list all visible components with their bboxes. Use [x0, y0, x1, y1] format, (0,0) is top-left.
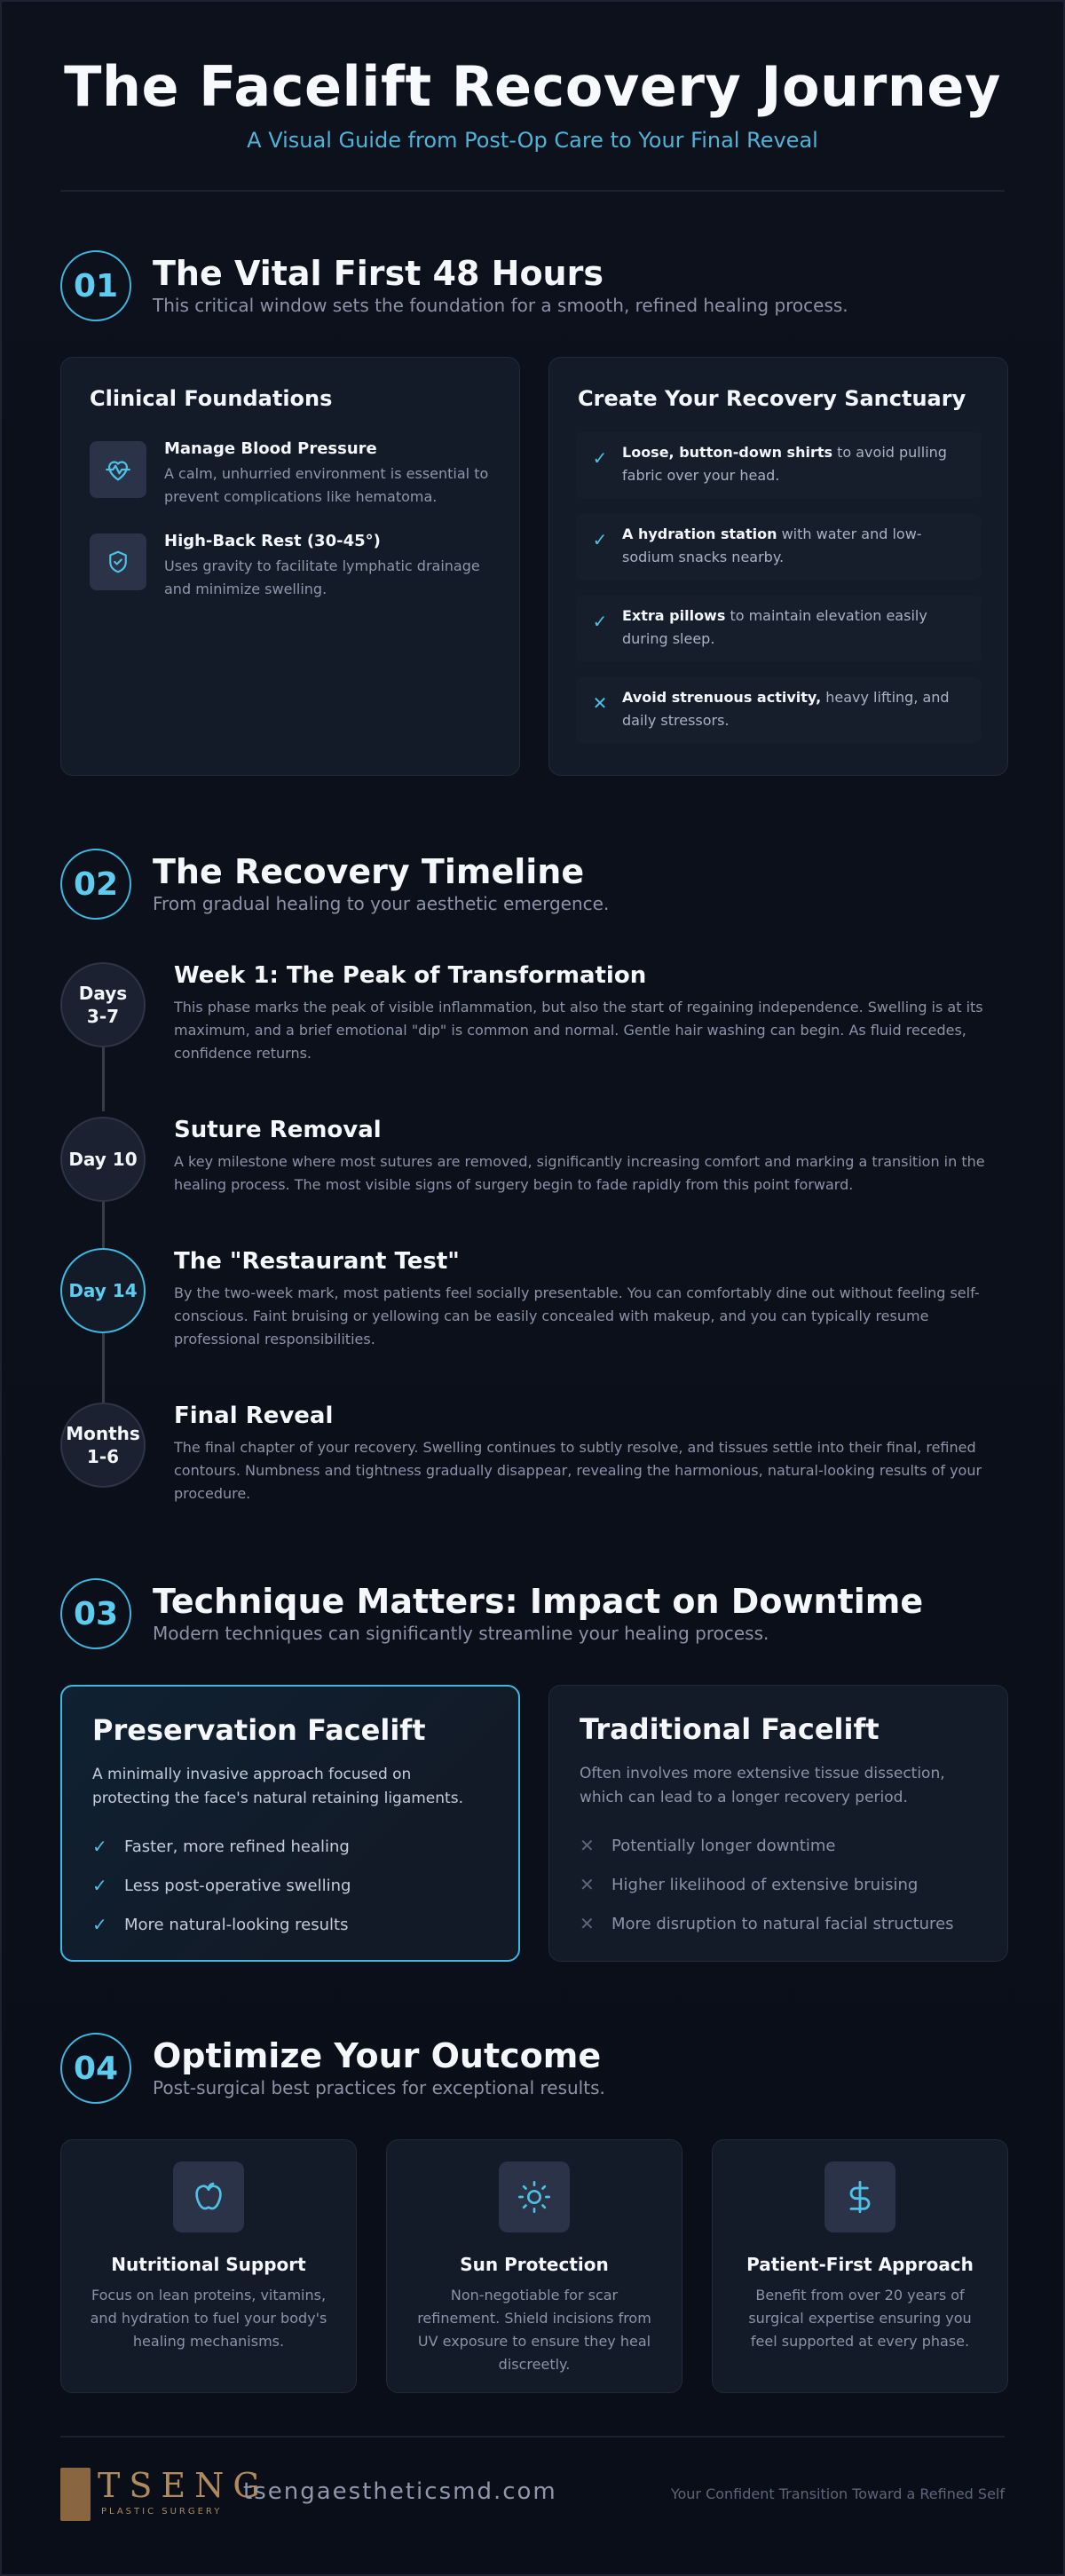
footer-divider [60, 2436, 1005, 2438]
sun-protection-card [386, 2139, 682, 2393]
section-2-header [60, 849, 1005, 920]
preservation-facelift-card [60, 1685, 520, 1962]
recovery-sanctuary-card [548, 357, 1008, 776]
nutritional-support-card [60, 2139, 357, 2393]
section-title: The Recovery Timeline [153, 852, 585, 891]
header-divider [60, 190, 1005, 192]
card-desc: Non-negotiable for scar refinement. Shield incisions from UV exposure to ensure they heal discreetly. [417, 2287, 651, 2373]
timeline-badge-active: Day 14 [60, 1248, 146, 1333]
hero-header [60, 51, 1005, 153]
sanctuary-item-text: Extra pillows to maintain elevation easily during sleep. [622, 607, 927, 647]
list-item: ✕ Potentially longer downtime [580, 1835, 836, 1856]
check-icon: ✓ [592, 447, 608, 469]
sanctuary-item-text: Avoid strenuous activity, heavy lifting, and daily stressors. [622, 689, 950, 729]
timeline-desc: By the two-week mark, most patients feel socially presentable. You can comfortably dine out without feeling self-conscious. Faint bruising or yellowing can be easily concealed with makeup, and you can typically resume professional responsibilities. [174, 1284, 980, 1347]
section-number: 02 [60, 849, 131, 920]
footer-slogan: Your Confident Transition Toward a Refined Self [670, 2485, 1005, 2502]
timeline-badge: Months 1-6 [60, 1403, 146, 1488]
clinical-item-desc: Uses gravity to facilitate lymphatic drainage and minimize swelling. [164, 557, 480, 597]
clinical-foundations-card [60, 357, 520, 776]
technique-title: Preservation Facelift [92, 1713, 426, 1747]
timeline-title: Final Reveal [174, 1403, 334, 1429]
section-title: Technique Matters: Impact on Downtime [153, 1582, 924, 1621]
sanctuary-item-text: Loose, button-down shirts to avoid pulling fabric over your head. [622, 444, 947, 484]
cross-icon: ✕ [592, 692, 608, 714]
section-subtitle: This critical window sets the foundation for a smooth, refined healing process. [153, 295, 848, 316]
list-item: ✕ More disruption to natural facial structures [580, 1913, 954, 1934]
technique-desc: A minimally invasive approach focused on protecting the face's natural retaining ligaments. [92, 1766, 463, 1807]
website-link[interactable]: tsengaestheticsmd.com [243, 2478, 557, 2505]
cross-icon: ✕ [580, 1913, 595, 1934]
technique-drawbacks-list [580, 1826, 990, 1943]
card-desc: Benefit from over 20 years of surgical expertise ensuring you feel supported at every phase. [748, 2287, 972, 2350]
page-title: The Facelift Recovery Journey [64, 54, 1001, 119]
sanctuary-item [576, 596, 981, 661]
section-number: 03 [60, 1578, 131, 1649]
section-number: 01 [60, 250, 131, 321]
list-item: ✓ Less post-operative swelling [92, 1875, 351, 1896]
section-number: 04 [60, 2033, 131, 2104]
timeline-connector [102, 1198, 105, 1248]
sanctuary-item [576, 432, 981, 498]
logo-icon [60, 2468, 91, 2521]
dollar-icon [824, 2161, 895, 2232]
check-icon: ✓ [92, 1875, 107, 1896]
timeline-desc: A key milestone where most sutures are removed, significantly increasing comfort and marking a transition in the healing process. The most visible signs of surgery begin to fade rapidly from this point forward. [174, 1153, 985, 1193]
section-title: Optimize Your Outcome [153, 2036, 602, 2075]
timeline-title: Suture Removal [174, 1117, 382, 1143]
timeline-connector [102, 1333, 105, 1403]
sanctuary-item-text: A hydration station with water and low-sodium snacks nearby. [622, 525, 922, 565]
clinical-item-title: Manage Blood Pressure [164, 439, 377, 458]
traditional-facelift-card [548, 1685, 1008, 1962]
technique-title: Traditional Facelift [580, 1712, 880, 1746]
footer [60, 2466, 1005, 2523]
cross-icon: ✕ [580, 1874, 595, 1895]
check-icon: ✓ [592, 529, 608, 550]
clinical-item [90, 532, 498, 612]
section-title: The Vital First 48 Hours [153, 254, 604, 293]
timeline-desc: The final chapter of your recovery. Swelling continues to subtly resolve, and tissues settle into their final, refined contours. Numbness and tightness gradually disappear, revealing the harmonious, natural-looking results of your procedure. [174, 1439, 982, 1502]
page-subtitle: A Visual Guide from Post-Op Care to Your Final Reveal [247, 128, 818, 153]
list-item: ✓ Faster, more refined healing [92, 1836, 350, 1857]
logo-wordmark: TSENG [98, 2466, 269, 2505]
card-title: Patient-First Approach [746, 2254, 974, 2275]
timeline-desc: This phase marks the peak of visible inflammation, but also the start of regaining independence. Swelling is at its maximum, and a brief emotional "dip" is common and normal. Gentle hair washing can begin. As fluid recedes, confidence returns. [174, 999, 983, 1062]
card-heading: Create Your Recovery Sanctuary [578, 386, 966, 411]
card-title: Nutritional Support [111, 2254, 306, 2275]
heart-pulse-icon [90, 441, 146, 498]
list-item: ✓ More natural-looking results [92, 1914, 349, 1935]
section-4-header [60, 2033, 1005, 2104]
technique-benefits-list [92, 1827, 501, 1944]
card-heading: Clinical Foundations [90, 386, 333, 411]
timeline-badge: Day 10 [60, 1117, 146, 1202]
patient-first-card [712, 2139, 1008, 2393]
section-3-header [60, 1578, 1005, 1649]
section-subtitle: Modern techniques can significantly streamline your healing process. [153, 1623, 769, 1644]
sanctuary-item [576, 514, 981, 580]
check-icon: ✓ [592, 611, 608, 632]
section-subtitle: From gradual healing to your aesthetic emergence. [153, 893, 610, 914]
clinical-item [90, 439, 498, 519]
timeline-title: The "Restaurant Test" [174, 1248, 460, 1275]
timeline-badge: Days 3-7 [60, 962, 146, 1047]
section-subtitle: Post-surgical best practices for exceptional results. [153, 2077, 605, 2098]
clinical-item-desc: A calm, unhurried environment is essential to prevent complications like hematoma. [164, 465, 489, 505]
sun-icon [499, 2161, 570, 2232]
shield-check-icon [90, 533, 146, 590]
technique-desc: Often involves more extensive tissue dissection, which can lead to a longer recovery period. [580, 1765, 945, 1806]
card-title: Sun Protection [460, 2254, 609, 2275]
logo-tagline: PLASTIC SURGERY [101, 2507, 223, 2517]
check-icon: ✓ [92, 1914, 107, 1935]
list-item: ✕ Higher likelihood of extensive bruising [580, 1874, 919, 1895]
sanctuary-item [576, 677, 981, 743]
check-icon: ✓ [92, 1836, 107, 1857]
section-1-header [60, 250, 1005, 321]
card-desc: Focus on lean proteins, vitamins, and hydration to fuel your body's healing mechanisms. [90, 2287, 327, 2350]
timeline-title: Week 1: The Peak of Transformation [174, 962, 647, 989]
clinical-item-title: High-Back Rest (30-45°) [164, 532, 381, 550]
cross-icon: ✕ [580, 1835, 595, 1856]
apple-icon [173, 2161, 244, 2232]
